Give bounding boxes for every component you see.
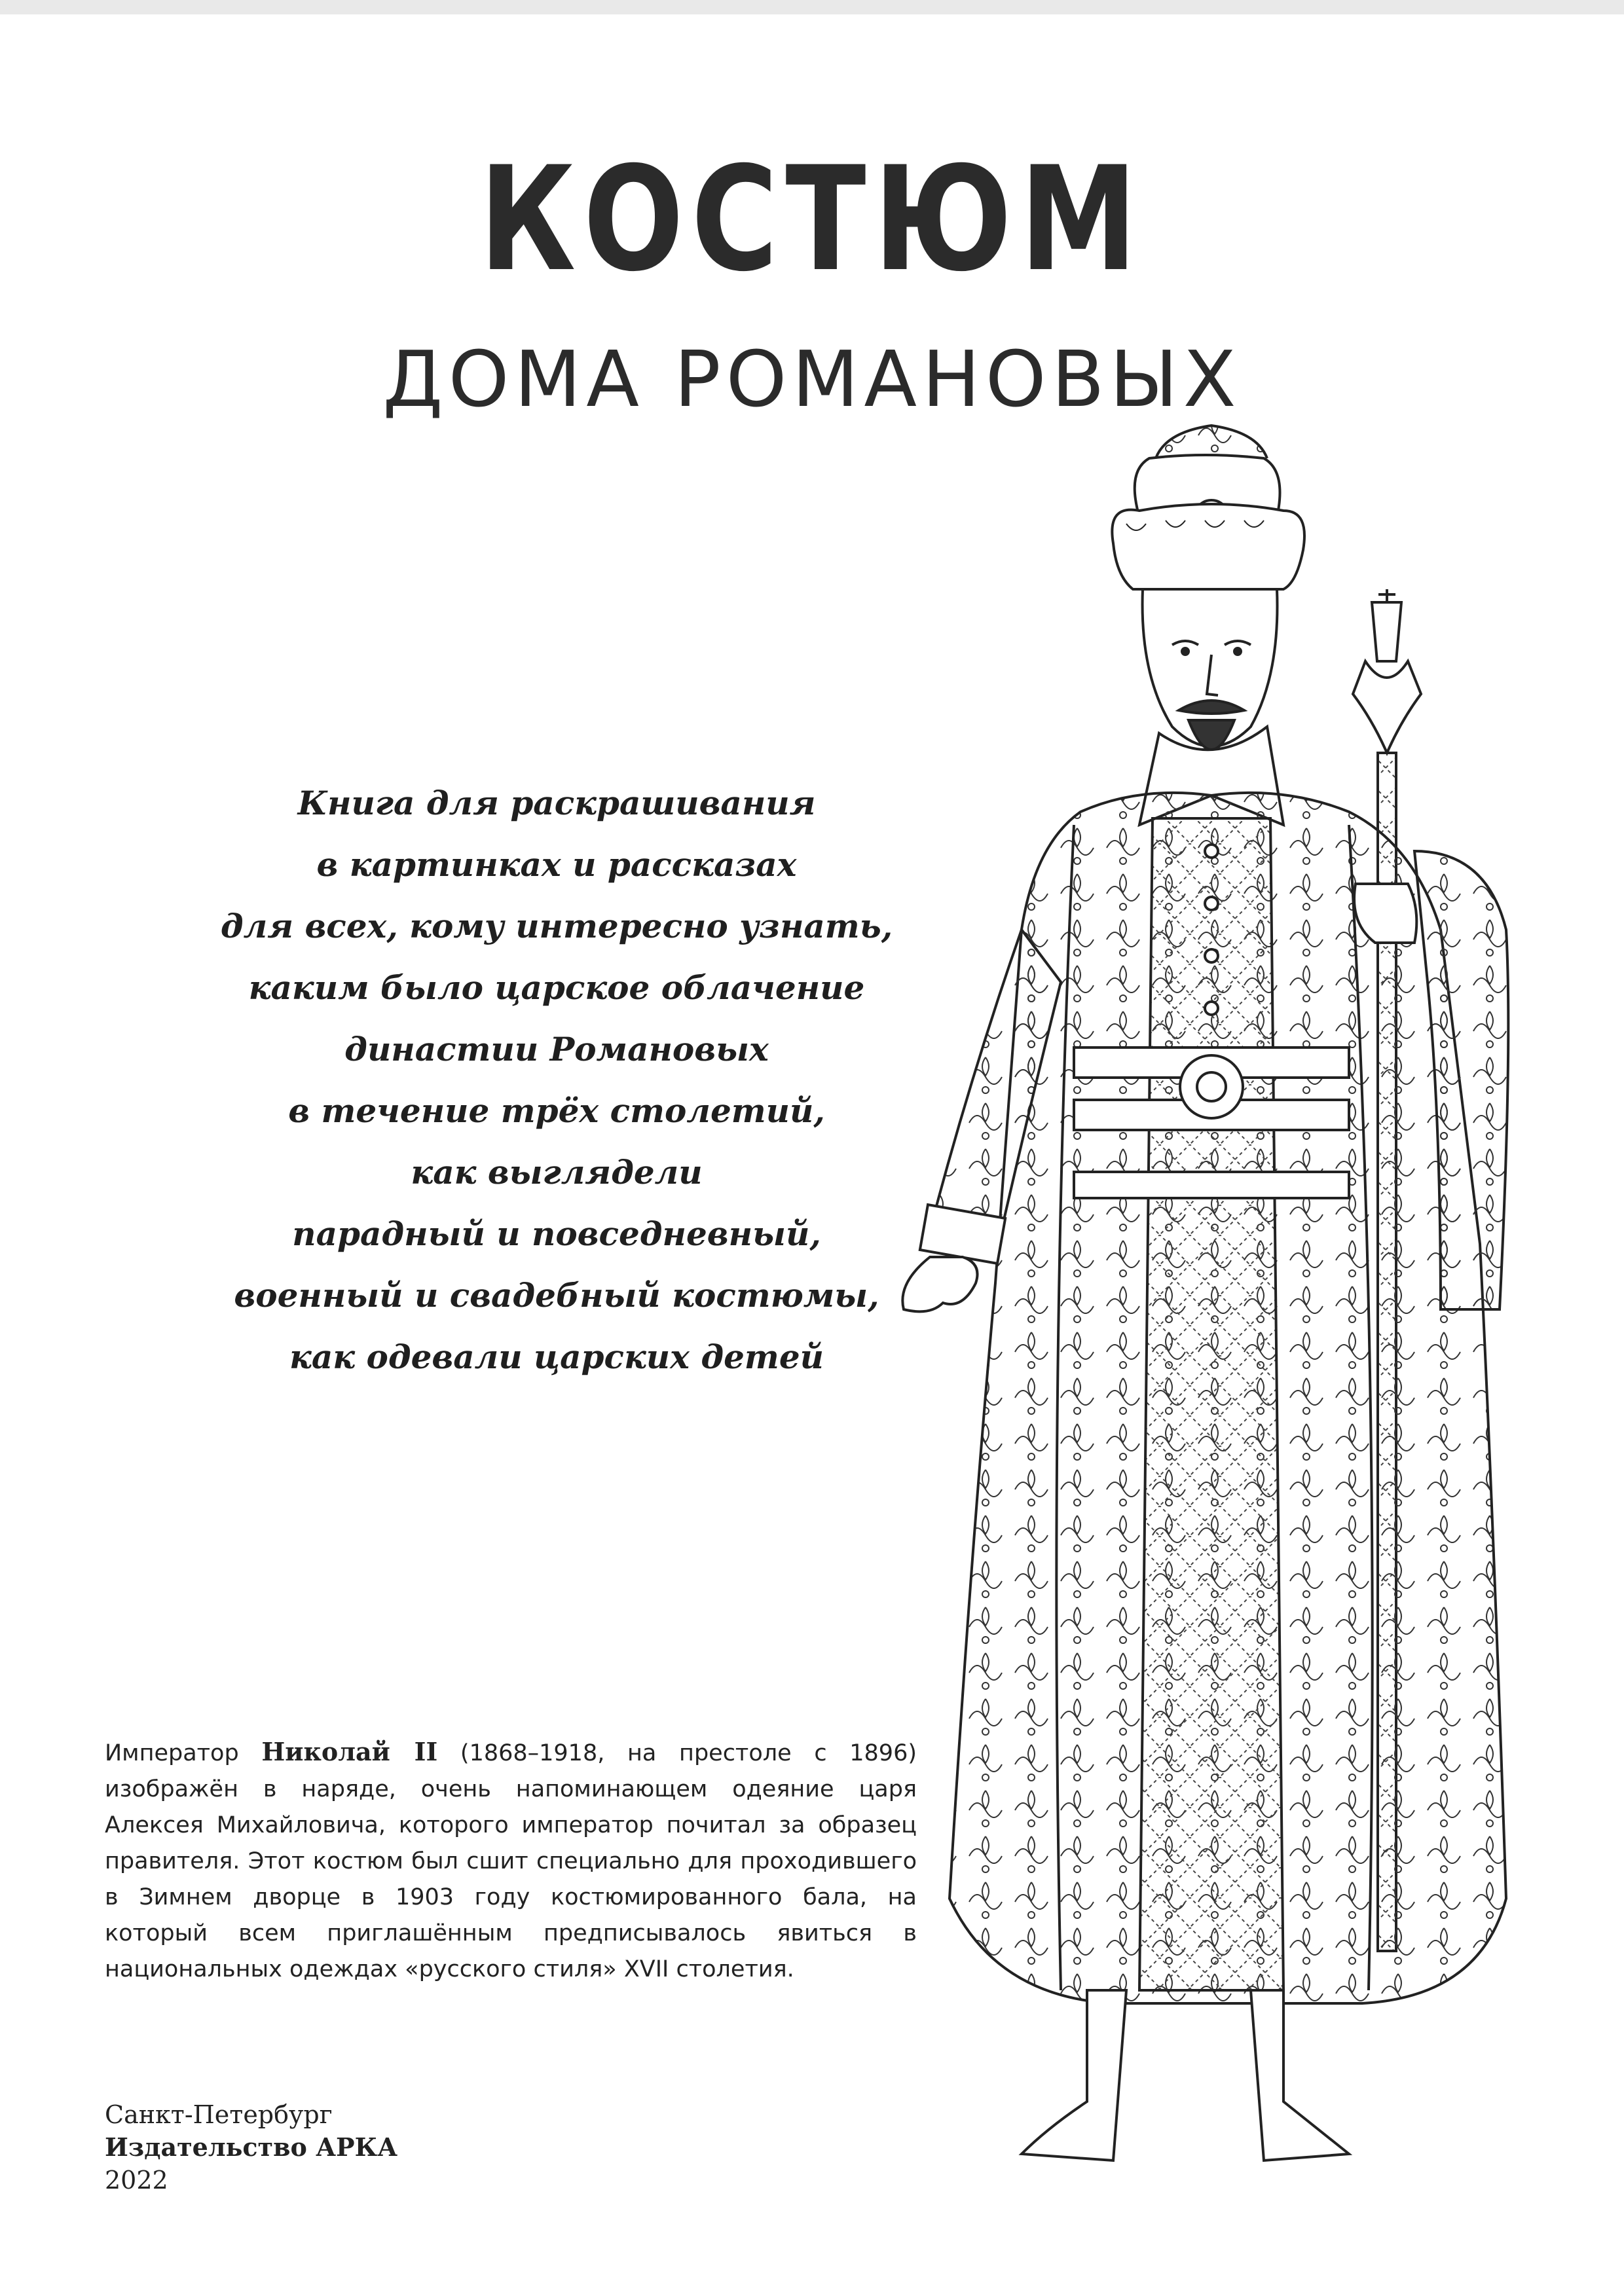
caption-text: (1868–1918, на престоле с 1896) изображён в наряде, очень напоминающем одеяние царя Алексея Михайловича, которого император почитал за образец правителя. Этот костюм был сшит специально для проходившего в Зимнем дворце в 1903 году костюмированного бала, на который всем приглашённым предписывалось явиться в национальных одеждах «русского стиля» XVII столетия. bbox=[105, 1740, 917, 1982]
intro-line: в картинках и рассказах bbox=[316, 845, 797, 884]
intro-line: династии Романовых bbox=[344, 1030, 769, 1068]
intro-line: Книга для раскрашивания bbox=[297, 784, 816, 822]
intro-line: военный и свадебный костюмы, bbox=[234, 1276, 879, 1315]
intro-line: в течение трёх столетий, bbox=[288, 1091, 825, 1130]
publisher-house: Издательство АРКА bbox=[105, 2132, 398, 2162]
publisher-year: 2022 bbox=[105, 2166, 168, 2195]
publisher-city: Санкт-Петербург bbox=[105, 2100, 333, 2129]
fur-hat bbox=[1112, 426, 1304, 589]
intro-line: для всех, кому интересно узнать, bbox=[220, 907, 893, 945]
intro-line: парадный и повседневный, bbox=[292, 1214, 821, 1253]
caption-prefix: Император bbox=[105, 1740, 262, 1766]
book-subtitle: ДОМА РОМАНОВЫХ bbox=[382, 334, 1242, 424]
intro-line: как одевали царских детей bbox=[289, 1338, 824, 1376]
intro-line: каким было царское облачение bbox=[248, 968, 865, 1007]
caption-name: Николай II bbox=[261, 1737, 438, 1766]
boots bbox=[1022, 1990, 1349, 2160]
book-title: КОСТЮМ bbox=[479, 136, 1145, 303]
face bbox=[1143, 589, 1278, 750]
intro-line: как выглядели bbox=[411, 1153, 703, 1192]
